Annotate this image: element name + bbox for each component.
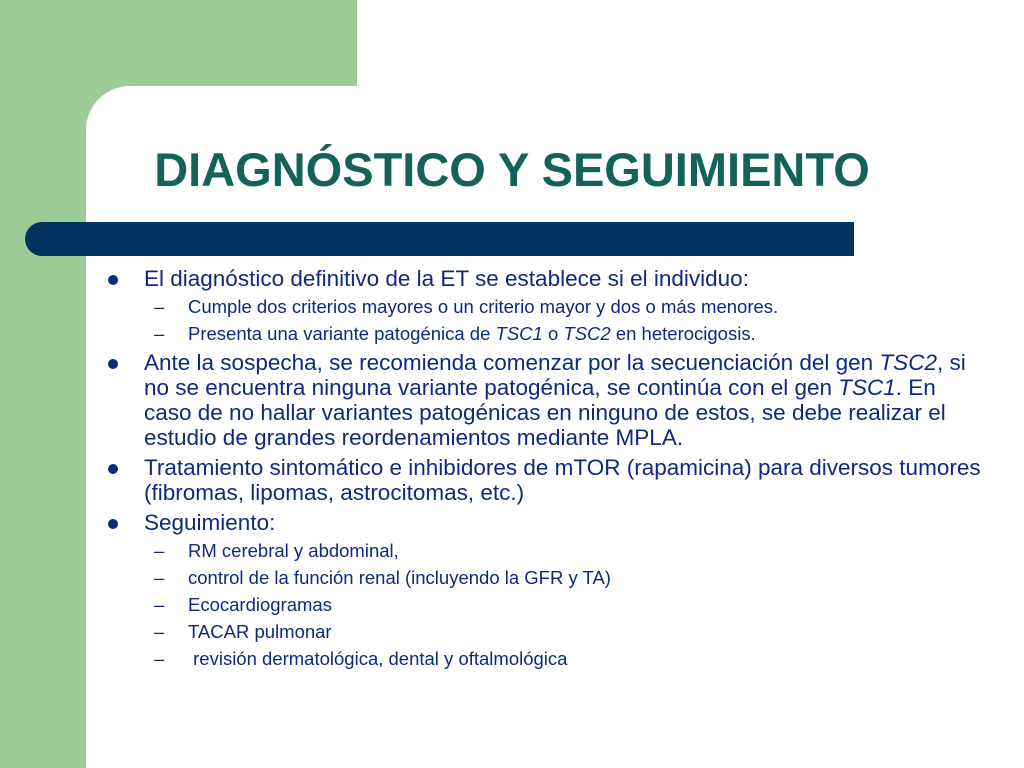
dash-icon: – (154, 567, 165, 588)
bullet-list (106, 266, 986, 675)
gene-name: TSC2 (563, 323, 611, 344)
bullet-text: El diagnóstico definitivo de la ET se establece si el individuo: (144, 266, 749, 291)
sub-bullet-text: RM cerebral y abdominal, (188, 540, 399, 561)
dash-icon: – (154, 296, 165, 317)
bullet-dot-icon (108, 464, 118, 474)
sub-bullet-text: TACAR pulmonar (188, 621, 332, 642)
sub-bullet-text: Cumple dos criterios mayores o un criterio mayor y dos o más menores. (188, 296, 779, 317)
bullet-dot-icon (108, 359, 118, 369)
sub-bullet-item (106, 621, 986, 643)
bullet-item (106, 510, 986, 535)
dash-icon: – (154, 540, 165, 561)
sub-bullet-item (106, 594, 986, 616)
bullet-item (106, 455, 986, 505)
sub-bullet-text: revisión dermatológica, dental y oftalmológica (188, 648, 568, 669)
bullet-text: Seguimiento: (144, 510, 276, 535)
bullet-item (106, 266, 986, 291)
dash-icon: – (154, 323, 165, 344)
sub-bullet-item (106, 296, 986, 318)
sub-bullet-text: Presenta una variante patogénica de TSC1 o TSC2 en heterocigosis. (188, 323, 756, 344)
bullet-dot-icon (108, 519, 118, 529)
dash-icon: – (154, 648, 165, 669)
sub-bullet-text: control de la función renal (incluyendo la GFR y TA) (188, 567, 611, 588)
gene-name: TSC1 (838, 375, 896, 400)
slide-title: DIAGNÓSTICO Y SEGUIMIENTO (154, 143, 870, 196)
dash-icon: – (154, 621, 165, 642)
gene-name: TSC1 (495, 323, 543, 344)
dash-icon: – (154, 594, 165, 615)
bullet-text: Ante la sospecha, se recomienda comenzar por la secuenciación del gen TSC2, si no se encuentra ninguna variante patogénica, se continúa con el gen TSC1. En caso de no hallar variantes patogénicas en ninguno de estos, se debe realizar el estudio de grandes reordenamientos mediante MPLA. (144, 350, 966, 450)
sub-bullet-item (106, 648, 986, 670)
bullet-item (106, 350, 986, 450)
bullet-text: Tratamiento sintomático e inhibidores de mTOR (rapamicina) para diversos tumores (fibromas, lipomas, astrocitomas, etc.) (144, 455, 981, 505)
sub-bullet-item (106, 567, 986, 589)
gene-name: TSC2 (879, 350, 937, 375)
bullet-dot-icon (108, 275, 118, 285)
sub-bullet-item (106, 540, 986, 562)
sub-bullet-item (106, 323, 986, 345)
title-divider-bar (25, 222, 854, 256)
sub-bullet-text: Ecocardiogramas (188, 594, 332, 615)
